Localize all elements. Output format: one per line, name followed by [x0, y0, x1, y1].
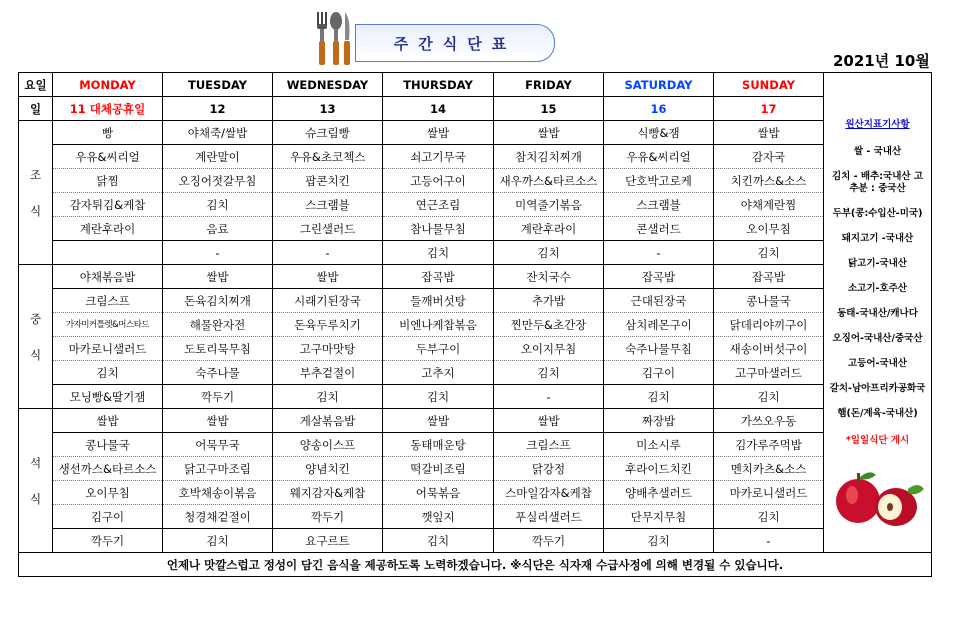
menu-cell: 가쓰오우동: [714, 409, 824, 433]
date-cell: 13: [273, 97, 383, 121]
menu-cell: 숙주나물무침: [604, 337, 714, 361]
menu-cell: 양념치킨: [273, 457, 383, 481]
menu-cell: 그린샐러드: [273, 217, 383, 241]
title-banner: [355, 24, 555, 62]
table-row: [19, 385, 932, 409]
menu-cell: 쌀밥: [53, 409, 163, 433]
menu-cell: 쌀밥: [494, 121, 604, 145]
menu-cell: 닭데리야끼구이: [714, 313, 824, 337]
table-row: [19, 529, 932, 553]
menu-cell: 떡갈비조림: [383, 457, 494, 481]
menu-cell: 야채볶음밥: [53, 265, 163, 289]
meal-label-2: [19, 409, 53, 553]
menu-cell: 양송이스프: [273, 433, 383, 457]
menu-cell: 잡곡밥: [714, 265, 824, 289]
menu-cell: 김구이: [604, 361, 714, 385]
meal-label-0: [19, 121, 53, 265]
menu-cell: 추가밥: [494, 289, 604, 313]
menu-cell: 식빵&잼: [604, 121, 714, 145]
table-row: [19, 409, 932, 433]
menu-cell: 김치: [714, 385, 824, 409]
table-row: [19, 193, 932, 217]
menu-cell: 계란후라이: [494, 217, 604, 241]
menu-cell: 오이무침: [714, 217, 824, 241]
menu-cell: 깍두기: [163, 385, 273, 409]
menu-cell: 김치: [494, 361, 604, 385]
date-cell: 17: [714, 97, 824, 121]
menu-cell: 닭고구마조림: [163, 457, 273, 481]
footer-note: 언제나 맛깔스럽고 정성이 담긴 음식을 제공하도록 노력하겠습니다. ※식단은 식자재 수급사정에 의해 변경될 수 있습니다.: [19, 553, 932, 577]
day-header-tuesday: TUESDAY: [163, 73, 273, 97]
menu-cell: 우유&씨리얼: [604, 145, 714, 169]
origin-line: 갈치-남아프리카공화국: [829, 383, 926, 394]
menu-cell: 콩나물국: [714, 289, 824, 313]
menu-cell: 깍두기: [53, 529, 163, 553]
footer-row: [19, 553, 932, 577]
table-row: [19, 217, 932, 241]
menu-cell: 김치: [383, 529, 494, 553]
menu-cell: 가자미커틀렛&머스타드: [53, 313, 163, 337]
weekly-menu-table: [18, 72, 932, 577]
menu-cell: 쇠고기무국: [383, 145, 494, 169]
menu-cell: 우유&씨리얼: [53, 145, 163, 169]
menu-cell: 쌀밥: [383, 121, 494, 145]
day-header-saturday: SATURDAY: [604, 73, 714, 97]
menu-cell: 부추겉절이: [273, 361, 383, 385]
menu-cell: 고등어구이: [383, 169, 494, 193]
day-header-sunday: SUNDAY: [714, 73, 824, 97]
origin-line: 햄(돈/계육-국내산): [837, 408, 918, 419]
menu-cell: 빵: [53, 121, 163, 145]
meal-label-1: [19, 265, 53, 409]
menu-cell: 콘샐러드: [604, 217, 714, 241]
apple-icon: [830, 467, 926, 531]
menu-cell: 김가루주먹밥: [714, 433, 824, 457]
header-date-row: [19, 97, 932, 121]
menu-cell: 김치: [714, 241, 824, 265]
origin-line: 두부(콩:수입산-미국): [832, 208, 923, 219]
menu-cell: 삼치레몬구이: [604, 313, 714, 337]
menu-cell: 새송이버섯구이: [714, 337, 824, 361]
menu-cell: 참나물무침: [383, 217, 494, 241]
table-row: [19, 121, 932, 145]
table-row: [19, 289, 932, 313]
menu-cell: 오이무침: [53, 481, 163, 505]
menu-cell: -: [273, 241, 383, 265]
menu-cell: 후라이드치킨: [604, 457, 714, 481]
day-header-monday: MONDAY: [53, 73, 163, 97]
menu-cell: 해물완자전: [163, 313, 273, 337]
menu-cell: -: [714, 529, 824, 553]
menu-cell: 닭찜: [53, 169, 163, 193]
menu-cell: 참치김치찌개: [494, 145, 604, 169]
menu-cell: 모닝빵&딸기잼: [53, 385, 163, 409]
menu-cell: 고추지: [383, 361, 494, 385]
menu-cell: 김구이: [53, 505, 163, 529]
menu-cell: 김치: [714, 505, 824, 529]
menu-cell: -: [604, 241, 714, 265]
menu-cell: 쌀밥: [163, 409, 273, 433]
origin-line: 쌀 - 국내산: [853, 146, 902, 157]
menu-cell: 음료: [163, 217, 273, 241]
menu-cell: 치킨까스&소스: [714, 169, 824, 193]
menu-cell: 미역줄기볶음: [494, 193, 604, 217]
menu-cell: 멘치카츠&소스: [714, 457, 824, 481]
menu-cell: 콩나물국: [53, 433, 163, 457]
date-cell: 16: [604, 97, 714, 121]
menu-cell: 우유&초코첵스: [273, 145, 383, 169]
origin-line: 오징어-국내산/중국산: [832, 333, 923, 344]
meal-label-bottom: 식: [29, 491, 42, 506]
menu-cell: 새우까스&타르소스: [494, 169, 604, 193]
menu-cell: 김치: [53, 361, 163, 385]
menu-cell: 어묵무국: [163, 433, 273, 457]
menu-cell: 김치: [163, 529, 273, 553]
menu-cell: 크림스프: [53, 289, 163, 313]
menu-cell: 찐만두&초간장: [494, 313, 604, 337]
table-row: [19, 457, 932, 481]
menu-cell: 도토리묵무침: [163, 337, 273, 361]
meal-label-top: 중: [29, 311, 42, 326]
meal-label-bottom: 식: [29, 347, 42, 362]
menu-cell: 김치: [604, 529, 714, 553]
menu-cell: 오징어젓갈무침: [163, 169, 273, 193]
day-label-cell: 요일: [19, 73, 53, 97]
menu-cell: 계란말이: [163, 145, 273, 169]
menu-cell: 김치: [163, 193, 273, 217]
date-cell: 14: [383, 97, 494, 121]
menu-cell: 청경채겉절이: [163, 505, 273, 529]
header-day-row: [19, 73, 932, 97]
menu-cell: 스크램블: [273, 193, 383, 217]
menu-cell: 단무지무침: [604, 505, 714, 529]
origin-info-panel: [824, 73, 932, 553]
menu-cell: -: [494, 385, 604, 409]
menu-cell: 미소시루: [604, 433, 714, 457]
menu-cell: 팝콘치킨: [273, 169, 383, 193]
menu-cell: -: [163, 241, 273, 265]
origin-line: 소고기-호주산: [847, 283, 907, 294]
origin-note: *일일식단 게시: [845, 435, 910, 446]
year-month-label: 2021년 10월: [833, 52, 930, 70]
menu-cell: 잡곡밥: [383, 265, 494, 289]
menu-cell: 짜장밥: [604, 409, 714, 433]
menu-cell: 마카로니샐러드: [714, 481, 824, 505]
menu-cell: 쌀밥: [163, 265, 273, 289]
menu-cell: 시래기된장국: [273, 289, 383, 313]
menu-cell: 김치: [604, 385, 714, 409]
meal-label-top: 석: [29, 455, 42, 470]
day-header-wednesday: WEDNESDAY: [273, 73, 383, 97]
menu-cell: 김치: [494, 241, 604, 265]
menu-cell: 들깨버섯탕: [383, 289, 494, 313]
menu-cell: 깻잎지: [383, 505, 494, 529]
meal-label-top: 조: [29, 167, 42, 182]
menu-cell: 김치: [383, 385, 494, 409]
menu-cell: 깍두기: [273, 505, 383, 529]
menu-cell: 감자국: [714, 145, 824, 169]
table-row: [19, 433, 932, 457]
menu-cell: 김치: [273, 385, 383, 409]
menu-cell: 게살볶음밥: [273, 409, 383, 433]
menu-cell: 야채계란찜: [714, 193, 824, 217]
menu-cell: 푸실리샐러드: [494, 505, 604, 529]
origin-line: 고등어-국내산: [847, 358, 907, 369]
table-row: [19, 313, 932, 337]
table-row: [19, 337, 932, 361]
fork-knife-spoon-icon: [305, 10, 355, 68]
menu-cell: 고구마맛탕: [273, 337, 383, 361]
origin-line: 닭고기-국내산: [847, 258, 907, 269]
day-header-thursday: THURSDAY: [383, 73, 494, 97]
menu-cell: 스마일감자&케찹: [494, 481, 604, 505]
menu-cell: [53, 241, 163, 265]
menu-cell: 깍두기: [494, 529, 604, 553]
table-row: [19, 505, 932, 529]
menu-cell: 양배추샐러드: [604, 481, 714, 505]
origin-title: 원산지표기사항: [845, 119, 910, 130]
menu-cell: 야채죽/쌀밥: [163, 121, 273, 145]
menu-cell: 고구마샐러드: [714, 361, 824, 385]
day-header-friday: FRIDAY: [494, 73, 604, 97]
menu-cell: 닭강정: [494, 457, 604, 481]
menu-cell: 어묵볶음: [383, 481, 494, 505]
date-cell: 12: [163, 97, 273, 121]
table-row: [19, 265, 932, 289]
date-label-cell: 일: [19, 97, 53, 121]
menu-cell: 단호박고로케: [604, 169, 714, 193]
date-cell: 11 대체공휴일: [53, 97, 163, 121]
menu-cell: 돈육두루치기: [273, 313, 383, 337]
menu-cell: 동태매운탕: [383, 433, 494, 457]
menu-cell: 김치: [383, 241, 494, 265]
table-row: [19, 145, 932, 169]
page-title: 주간식단표: [393, 34, 517, 53]
menu-cell: 요구르트: [273, 529, 383, 553]
menu-cell: 연근조림: [383, 193, 494, 217]
origin-info-box: [824, 73, 931, 531]
menu-cell: 호박채송이볶음: [163, 481, 273, 505]
menu-cell: 잔치국수: [494, 265, 604, 289]
menu-cell: 오이지무침: [494, 337, 604, 361]
menu-cell: 비엔나케찹볶음: [383, 313, 494, 337]
menu-cell: 쌀밥: [714, 121, 824, 145]
meal-label-bottom: 식: [29, 203, 42, 218]
menu-cell: 감자튀김&케찹: [53, 193, 163, 217]
menu-cell: 쌀밥: [383, 409, 494, 433]
origin-line: 김치 - 배추:국내산 고추분 : 중국산: [831, 171, 924, 194]
menu-cell: 계란후라이: [53, 217, 163, 241]
table-row: [19, 481, 932, 505]
menu-cell: 생선까스&타르소스: [53, 457, 163, 481]
menu-cell: 숙주나물: [163, 361, 273, 385]
date-cell: 15: [494, 97, 604, 121]
origin-line: 돼지고기 -국내산: [841, 233, 914, 244]
menu-cell: 돈육김치찌개: [163, 289, 273, 313]
menu-cell: 쌀밥: [273, 265, 383, 289]
menu-cell: 웨지감자&케찹: [273, 481, 383, 505]
menu-cell: 쌀밥: [494, 409, 604, 433]
menu-cell: 잡곡밥: [604, 265, 714, 289]
menu-cell: 근대된장국: [604, 289, 714, 313]
table-row: [19, 361, 932, 385]
table-row: [19, 169, 932, 193]
menu-cell: 슈크림빵: [273, 121, 383, 145]
origin-line: 동태-국내산/캐나다: [837, 308, 918, 319]
menu-cell: 마카로니샐러드: [53, 337, 163, 361]
menu-cell: 크림스프: [494, 433, 604, 457]
menu-cell: 스크램블: [604, 193, 714, 217]
menu-cell: 두부구이: [383, 337, 494, 361]
table-row: [19, 241, 932, 265]
